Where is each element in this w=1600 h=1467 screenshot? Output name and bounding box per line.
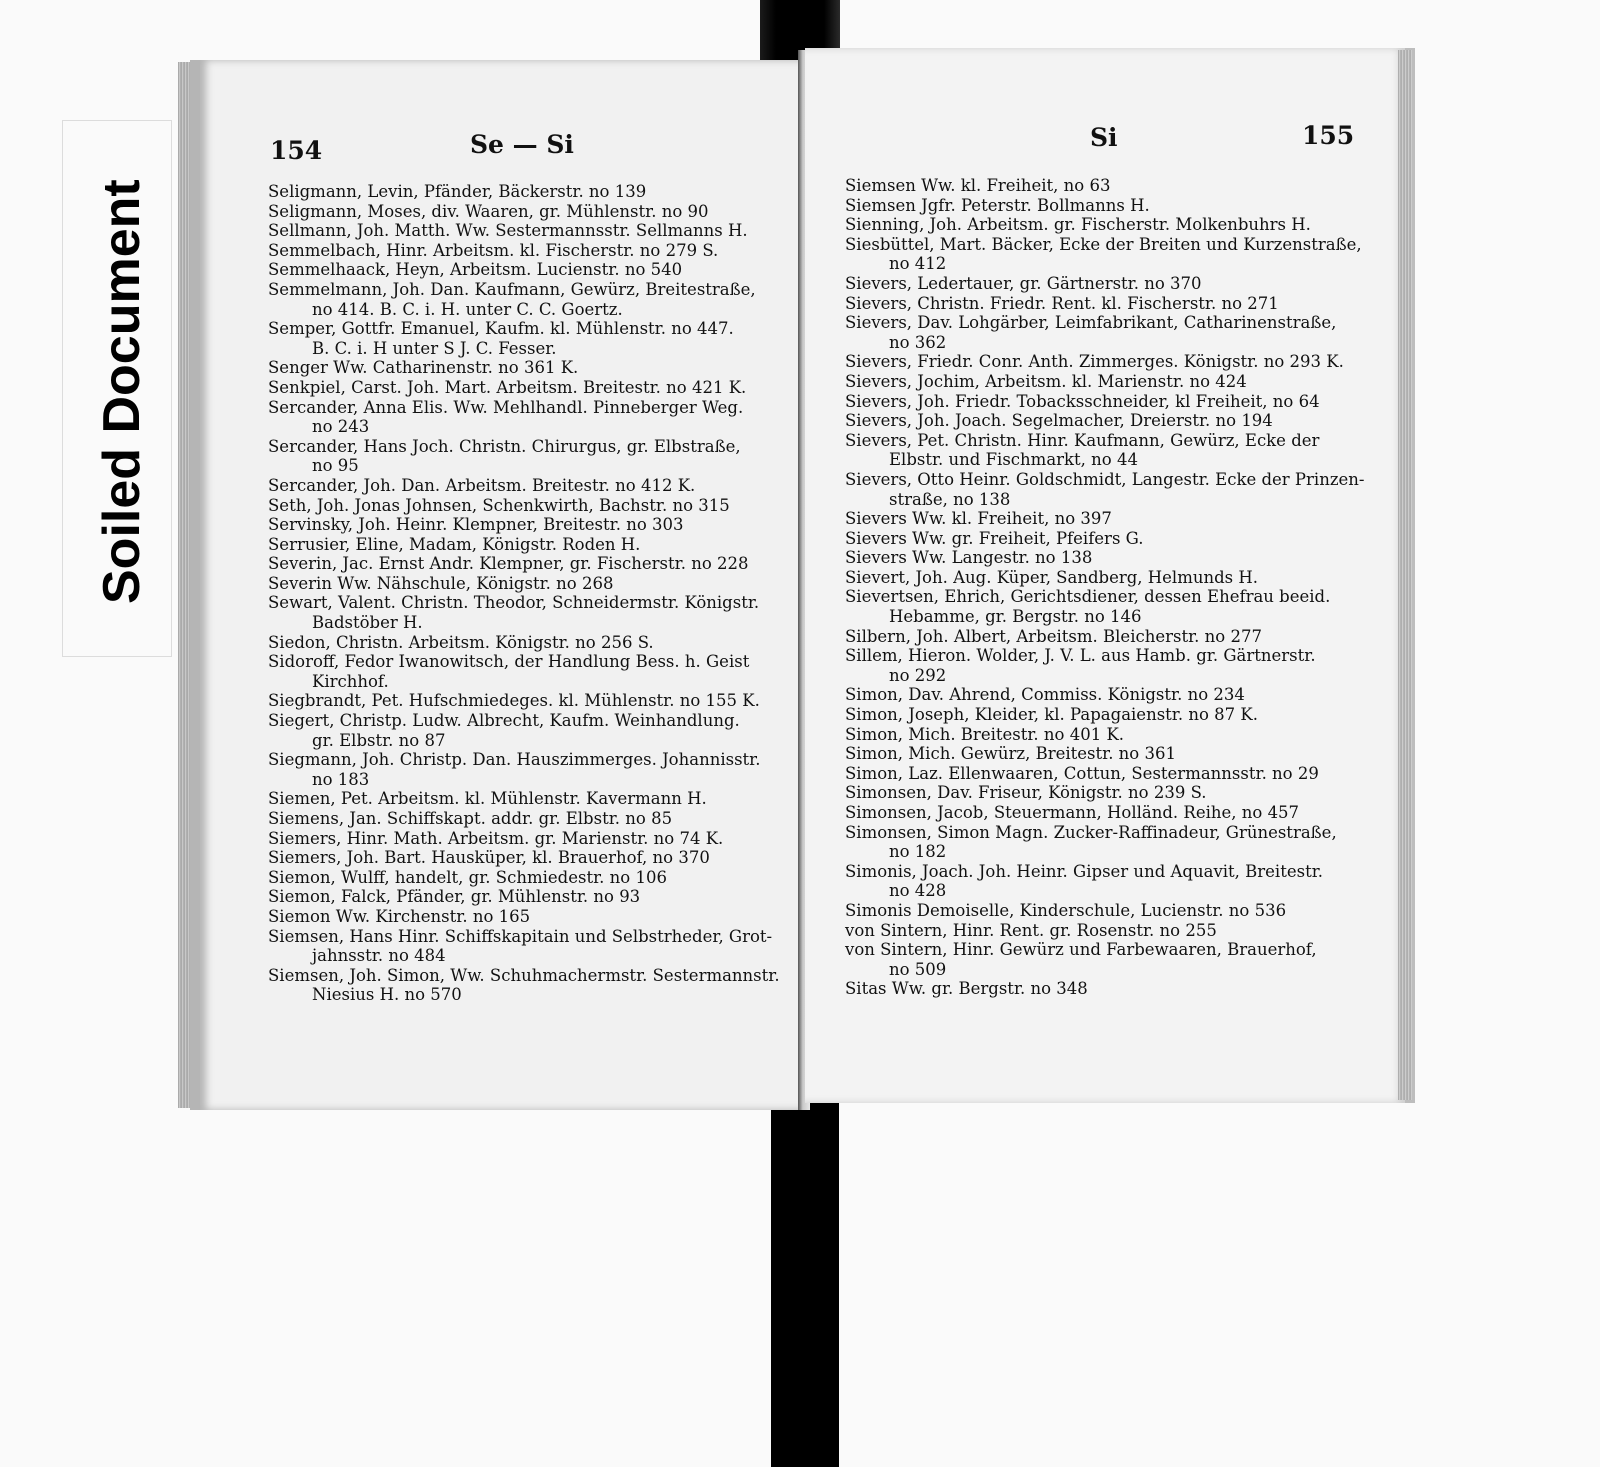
directory-entry-line: Sievers, Jochim, Arbeitsm. kl. Marienstr. no 424 (845, 371, 1247, 391)
directory-entry-line: Simonsen, Simon Magn. Zucker-Raffinadeur, Grünestraße, (845, 822, 1337, 842)
directory-entry-line: Siemens, Jan. Schiffskapt. addr. gr. Elbstr. no 85 (268, 809, 673, 828)
directory-entry-line: Simonis Demoiselle, Kinderschule, Lucienstr. no 536 (845, 900, 1287, 920)
entry-continuation-line: no 428 (889, 881, 947, 901)
directory-entry-line: Siemsen, Joh. Simon, Ww. Schuhmachermstr. Sestermannstr. (268, 965, 780, 985)
entry-continuation-line: no 414. B. C. i. H. unter C. C. Goertz. (312, 299, 623, 319)
directory-entry-line: Severin, Jac. Ernst Andr. Klempner, gr. Fischerstr. no 228 (268, 554, 749, 574)
entry-continuation-line: straße, no 138 (889, 489, 1011, 509)
directory-entry-line: Simon, Laz. Ellenwaaren, Cottun, Sestermannsstr. no 29 (845, 763, 1319, 783)
directory-entry-line: Sercander, Anna Elis. Ww. Mehlhandl. Pinneberger Weg. (268, 397, 744, 417)
directory-entry-line: Sievers, Christn. Friedr. Rent. kl. Fischerstr. no 271 (845, 293, 1279, 313)
directory-entry-line: Siemsen Jgfr. Peterstr. Bollmanns H. (845, 195, 1150, 215)
directory-entry-line: Sellmann, Joh. Matth. Ww. Sestermannsstr. Sellmanns H. (268, 221, 748, 241)
entry-continuation-line: Kirchhof. (312, 671, 389, 691)
directory-entry-line: Sitas Ww. gr. Bergstr. no 348 (845, 979, 1088, 999)
directory-entry-line: Siemen, Pet. Arbeitsm. kl. Mühlenstr. Kavermann H. (268, 789, 707, 809)
left-entry-list (268, 182, 788, 1005)
directory-entry-line: Siedon, Christn. Arbeitsm. Königstr. no 256 S. (268, 632, 654, 652)
directory-entry-line: Siemon Ww. Kirchenstr. no 165 (268, 906, 531, 926)
directory-entry-line: Semmelbach, Hinr. Arbeitsm. kl. Fischerstr. no 279 S. (268, 240, 719, 260)
right-page-number: 155 (1302, 121, 1355, 150)
directory-entry-line: Simon, Mich. Breitestr. no 401 K. (845, 724, 1125, 744)
directory-entry-line: Siegbrandt, Pet. Hufschmiedeges. kl. Mühlenstr. no 155 K. (268, 691, 760, 711)
directory-entry-line: Sievers, Dav. Lohgärber, Leimfabrikant, Catharinenstraße, (845, 313, 1337, 333)
entry-continuation-line: no 292 (889, 665, 947, 685)
directory-entry-line: Siemers, Hinr. Math. Arbeitsm. gr. Marienstr. no 74 K. (268, 828, 724, 848)
directory-entry-line: Simon, Mich. Gewürz, Breitestr. no 361 (845, 744, 1176, 764)
directory-entry-line: Seth, Joh. Jonas Johnsen, Schenkwirth, Bachstr. no 315 (268, 495, 730, 515)
entry-continuation-line: no 362 (889, 332, 947, 352)
directory-entry-line: von Sintern, Hinr. Rent. gr. Rosenstr. no 255 (845, 920, 1217, 940)
left-page-number: 154 (270, 136, 323, 165)
directory-entry-line: Silbern, Joh. Albert, Arbeitsm. Bleicherstr. no 277 (845, 626, 1262, 646)
binding-spine-bottom (771, 1090, 839, 1467)
entry-continuation-line: Badstöber H. (312, 613, 423, 633)
directory-entry-line: Semper, Gottfr. Emanuel, Kaufm. kl. Mühlenstr. no 447. (268, 319, 734, 339)
directory-entry-line: Sercander, Hans Joch. Christn. Chirurgus, gr. Elbstraße, (268, 436, 741, 456)
directory-entry-line: Sievers, Friedr. Conr. Anth. Zimmerges. Königstr. no 293 K. (845, 352, 1344, 372)
directory-entry-line: Semmelhaack, Heyn, Arbeitsm. Lucienstr. no 540 (268, 260, 683, 280)
directory-entry-line: Servinsky, Joh. Heinr. Klempner, Breitestr. no 303 (268, 515, 684, 535)
directory-entry-line: Siemers, Joh. Bart. Hausküper, kl. Brauerhof, no 370 (268, 848, 710, 868)
directory-entry-line: Sievers Ww. Langestr. no 138 (845, 548, 1093, 568)
directory-entry-line: Sercander, Joh. Dan. Arbeitsm. Breitestr. no 412 K. (268, 475, 696, 495)
directory-entry-line: Siemon, Wulff, handelt, gr. Schmiedestr. no 106 (268, 867, 667, 887)
entry-continuation-line: jahnsstr. no 484 (312, 946, 446, 966)
entry-continuation-line: Elbstr. und Fischmarkt, no 44 (889, 450, 1138, 470)
directory-entry-line: Sievers, Joh. Joach. Segelmacher, Dreierstr. no 194 (845, 411, 1273, 431)
directory-entry-line: Simonsen, Jacob, Steuermann, Holländ. Reihe, no 457 (845, 803, 1300, 822)
directory-entry-line: Simon, Joseph, Kleider, kl. Papagaienstr. no 87 K. (845, 705, 1258, 725)
directory-entry-line: Simon, Dav. Ahrend, Commiss. Königstr. no 234 (845, 685, 1245, 705)
entry-continuation-line: no 182 (889, 842, 947, 862)
entry-continuation-line: no 509 (889, 959, 947, 979)
directory-entry-line: Sievers, Ledertauer, gr. Gärtnerstr. no 370 (845, 273, 1202, 293)
directory-entry-line: Senger Ww. Catharinenstr. no 361 K. (268, 358, 579, 378)
right-entry-list (845, 176, 1385, 999)
entry-continuation-line: no 243 (312, 417, 370, 437)
left-running-head: Se — Si (470, 130, 574, 159)
directory-entry-line: Siesbüttel, Mart. Bäcker, Ecke der Breiten und Kurzenstraße, (845, 234, 1362, 254)
directory-entry-line: Semmelmann, Joh. Dan. Kaufmann, Gewürz, Breitestraße, (268, 279, 756, 299)
directory-entry-line: Sillem, Hieron. Wolder, J. V. L. aus Hamb. gr. Gärtnerstr. (845, 646, 1316, 666)
directory-entry-line: Siemsen Ww. kl. Freiheit, no 63 (845, 176, 1111, 195)
right-running-head: Si (1090, 123, 1118, 152)
entry-continuation-line: Hebamme, gr. Bergstr. no 146 (889, 607, 1142, 627)
directory-entry-line: Siegert, Christp. Ludw. Albrecht, Kaufm. Weinhandlung. (268, 711, 740, 731)
directory-entry-line: Seligmann, Levin, Pfänder, Bäckerstr. no 139 (268, 182, 647, 201)
directory-entry-line: Siegmann, Joh. Christp. Dan. Hauszimmerges. Johannisstr. (268, 750, 761, 770)
directory-entry-line: Sievers Ww. kl. Freiheit, no 397 (845, 509, 1112, 529)
entry-continuation-line: no 412 (889, 254, 947, 274)
directory-entry-line: Sievers, Pet. Christn. Hinr. Kaufmann, Gewürz, Ecke der (845, 430, 1320, 450)
directory-entry-line: von Sintern, Hinr. Gewürz und Farbewaaren, Brauerhof, (845, 940, 1317, 960)
directory-entry-line: Simonis, Joach. Joh. Heinr. Gipser und Aquavit, Breitestr. (845, 861, 1324, 881)
soiled-document-stamp: Soiled Document (93, 179, 151, 605)
directory-entry-line: Seligmann, Moses, div. Waaren, gr. Mühlenstr. no 90 (268, 201, 709, 221)
directory-entry-line: Sievers Ww. gr. Freiheit, Pfeifers G. (845, 528, 1144, 548)
directory-entry-line: Serrusier, Eline, Madam, Königstr. Roden H. (268, 534, 641, 554)
entry-continuation-line: Niesius H. no 570 (312, 985, 462, 1005)
directory-entry-line: Senkpiel, Carst. Joh. Mart. Arbeitsm. Breitestr. no 421 K. (268, 377, 747, 397)
right-page-edges (1398, 50, 1412, 1100)
directory-entry-line: Sievers, Joh. Friedr. Tobacksschneider, kl Freiheit, no 64 (845, 391, 1320, 411)
entry-continuation-line: gr. Elbstr. no 87 (312, 730, 446, 750)
directory-entry-line: Sienning, Joh. Arbeitsm. gr. Fischerstr. Molkenbuhrs H. (845, 215, 1311, 235)
entry-continuation-line: no 183 (312, 769, 370, 789)
directory-entry-line: Sidoroff, Fedor Iwanowitsch, der Handlung Bess. h. Geist (268, 652, 750, 672)
directory-entry-line: Severin Ww. Nähschule, Königstr. no 268 (268, 573, 614, 593)
directory-entry-line: Siemsen, Hans Hinr. Schiffskapitain und Selbstrheder, Grot- (268, 926, 773, 946)
entry-continuation-line: B. C. i. H unter S J. C. Fesser. (312, 338, 557, 358)
directory-entry-line: Siemon, Falck, Pfänder, gr. Mühlenstr. no 93 (268, 887, 641, 907)
entry-continuation-line: no 95 (312, 456, 359, 476)
directory-entry-line: Sievert, Joh. Aug. Küper, Sandberg, Helmunds H. (845, 567, 1259, 587)
directory-entry-line: Simonsen, Dav. Friseur, Königstr. no 239 S. (845, 783, 1207, 803)
directory-entry-line: Sewart, Valent. Christn. Theodor, Schneidermstr. Königstr. (268, 593, 760, 613)
directory-entry-line: Sievers, Otto Heinr. Goldschmidt, Langestr. Ecke der Prinzen- (845, 469, 1365, 489)
directory-entry-line: Sievertsen, Ehrich, Gerichtsdiener, dessen Ehefrau beeid. (845, 587, 1331, 607)
